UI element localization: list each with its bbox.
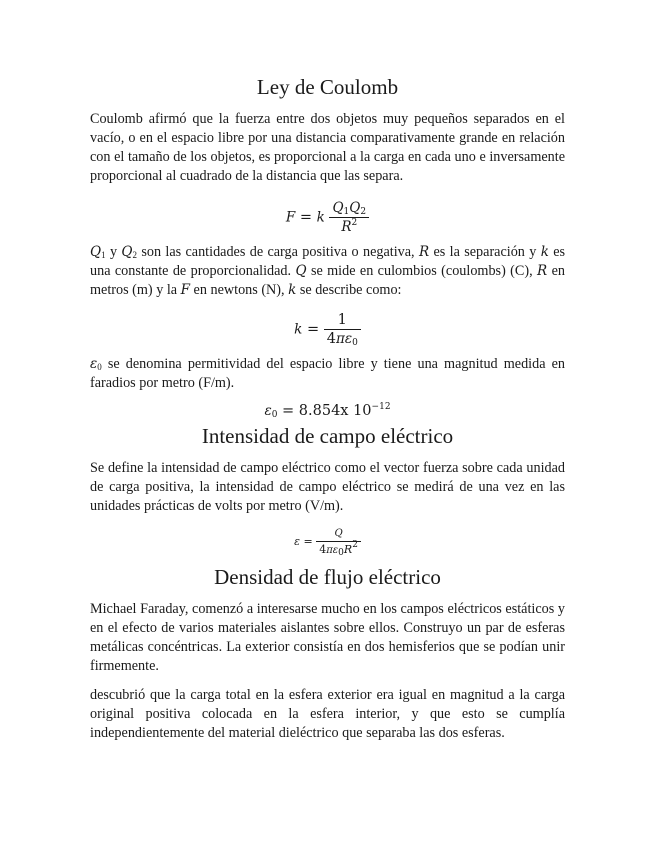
section-title-coulomb: Ley de Coulomb	[256, 75, 399, 99]
section-title-flux-density: Densidad de flujo eléctrico	[214, 565, 441, 589]
equation-k-constant: k = $\frac{1}{4\pi\varepsilon_0}$	[90, 312, 565, 347]
permittivity-paragraph: $\varepsilon_0$ se denomina permitividad del espacio libre y tiene una magnitud medida en faradios por metro (F/m).	[90, 356, 566, 391]
faraday-discovery-paragraph: descubrió que la carga total en la esfera exterior era igual en magnitud a la carga original positiva colocada en la esfera interior, y que esto se cumplía independientemente del material dieléctrico que separaba las dos esferas.	[90, 687, 565, 741]
equation-electric-field: ε = $\frac{Q}{4\pi\varepsilon_0R^2}$	[90, 526, 565, 558]
coulomb-paragraph: Coulomb afirmó que la fuerza entre dos objetos muy pequeños separados en el vacío, o en el espacio libre por una distancia comparativamente grande en relación con el tamaño de los objetos, es proporcional a la carga en cada uno e inversamente proporcional al cuadrado de la distancia que las separa.	[90, 111, 565, 184]
faraday-paragraph: Michael Faraday, comenzó a interesarse mucho en los campos eléctricos estáticos y en el efecto de varios materiales aislantes sobre ellos. Construyo un par de esferas metálicas concéntricas. La exterior consistía en dos hemisferios que se podían unir firmemente.	[90, 601, 565, 674]
charges-paragraph: $Q_1$ y $Q_2$ son las cantidades de carga positiva o negativa, R es la separación y k es una constante de proporcionalidad. Q se mide en culombios (coulombs) (C), R en metros (m) y la F en newtons (N), k se describe como:	[90, 244, 566, 298]
document-page	[90, 72, 565, 743]
equation-coulomb-force: F = k $\frac{Q_1Q_2}{R^2}$	[90, 200, 565, 235]
electric-field-paragraph: Se define la intensidad de campo eléctrico como el vector fuerza sobre cada unidad de carga positiva, la intensidad de campo eléctrico se medirá de una vez en las unidades prácticas de volts por metro (V/m).	[90, 460, 565, 514]
section-title-electric-field: Intensidad de campo eléctrico	[201, 424, 454, 448]
equation-epsilon-value: $\varepsilon_0 = 8.854x$ $10^{-12}$	[264, 402, 391, 420]
